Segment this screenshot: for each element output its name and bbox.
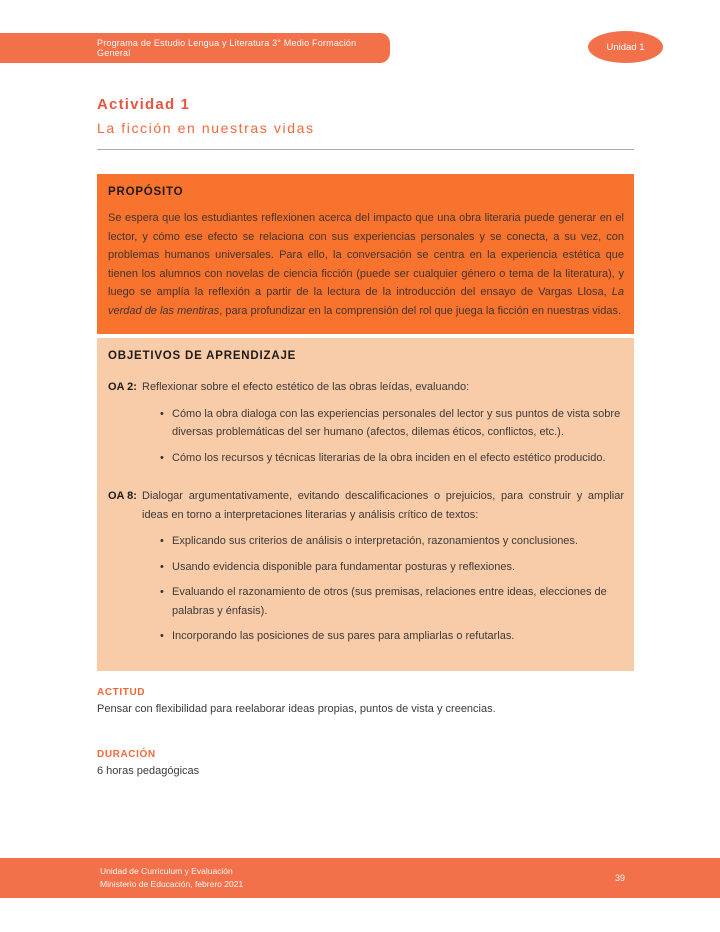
activity-title: Actividad 1 xyxy=(97,96,191,113)
activity-subtitle: La ficción en nuestras vidas xyxy=(97,120,315,136)
actitud-section xyxy=(97,687,634,715)
footer-line-1: Unidad de Curriculum y Evaluación xyxy=(100,866,233,876)
actitud-heading: ACTITUD xyxy=(97,686,146,698)
list-item: • Cómo los recursos y técnicas literarias de la obra inciden en el efecto estético producido. xyxy=(160,449,624,468)
duracion-body: 6 horas pedagógicas xyxy=(97,764,200,777)
proposito-heading: PROPÓSITO xyxy=(108,186,184,198)
actitud-body: Pensar con flexibilidad para reelaborar ideas propias, puntos de vista y creencias. xyxy=(97,702,496,715)
content-column xyxy=(97,0,634,777)
oa-8-bullet-list xyxy=(108,532,624,646)
page-footer xyxy=(0,858,720,898)
footer-credits xyxy=(100,865,243,891)
oa-8-text: Dialogar argumentativamente, evitando descalificaciones o prejuicios, para construir y ampliar ideas en torno a interpretaciones literarias y análisis crítico de textos: xyxy=(142,490,624,521)
proposito-body xyxy=(108,209,624,320)
objetivos-section xyxy=(97,338,634,671)
oa-2-row xyxy=(108,378,624,397)
title-divider xyxy=(97,149,634,150)
objetivos-heading: OBJETIVOS DE APRENDIZAJE xyxy=(108,350,297,362)
duracion-heading: DURACIÓN xyxy=(97,748,156,760)
list-item: • Cómo la obra dialoga con las experiencias personales del lector y sus puntos de vista sobre diversas problemáticas del ser humano (afectos, dilemas éticos, conflictos, etc.). xyxy=(160,405,624,442)
list-item: • Usando evidencia disponible para fundamentar posturas y reflexiones. xyxy=(160,558,624,577)
oa-2-text: Reflexionar sobre el efecto estético de las obras leídas, evaluando: xyxy=(142,381,470,393)
duracion-section xyxy=(97,749,634,777)
oa-8-row xyxy=(108,487,624,524)
oa-2-code: OA 2: xyxy=(108,381,137,393)
unit-badge-label: Unidad 1 xyxy=(606,41,645,53)
oa-2-bullet-list xyxy=(108,405,624,468)
oa-item-2 xyxy=(108,378,624,467)
list-item: • Explicando sus criterios de análisis o interpretación, razonamientos y conclusiones. xyxy=(160,532,624,551)
oa-8-code: OA 8: xyxy=(108,490,137,502)
footer-line-2: Ministerio de Educación, febrero 2021 xyxy=(100,879,244,889)
proposito-text-start: Se espera que los estudiantes reflexionen acerca del impacto que una obra literaria puede generar en el lector, y cómo ese efecto se relaciona con sus experiencias personales y se conecta, a su vez, con problemas humanos universales. Para ello, la conversación se centra en la experiencia estética que tienen los alumnos con novelas de ciencia ficción (puede ser cualquier género o tema de la literatura), y luego se amplía la reflexión a partir de la lectura de la introducción del ensayo de Vargas Llosa, xyxy=(108,212,624,298)
list-item: • Incorporando las posiciones de sus pares para ampliarlas o refutarlas. xyxy=(160,627,624,646)
proposito-section xyxy=(97,174,634,334)
oa-item-8 xyxy=(108,487,624,646)
list-item: • Evaluando el razonamiento de otros (sus premisas, relaciones entre ideas, elecciones de palabras y énfasis). xyxy=(160,583,624,620)
program-title-label: Programa de Estudio Lengua y Literatura 3° Medio Formación General xyxy=(97,38,357,58)
proposito-text-end: , para profundizar en la comprensión del rol que juega la ficción en nuestras vidas. xyxy=(219,304,622,317)
page-number: 39 xyxy=(614,873,625,883)
proposito-book-title: La verdad de las mentiras xyxy=(108,286,624,317)
